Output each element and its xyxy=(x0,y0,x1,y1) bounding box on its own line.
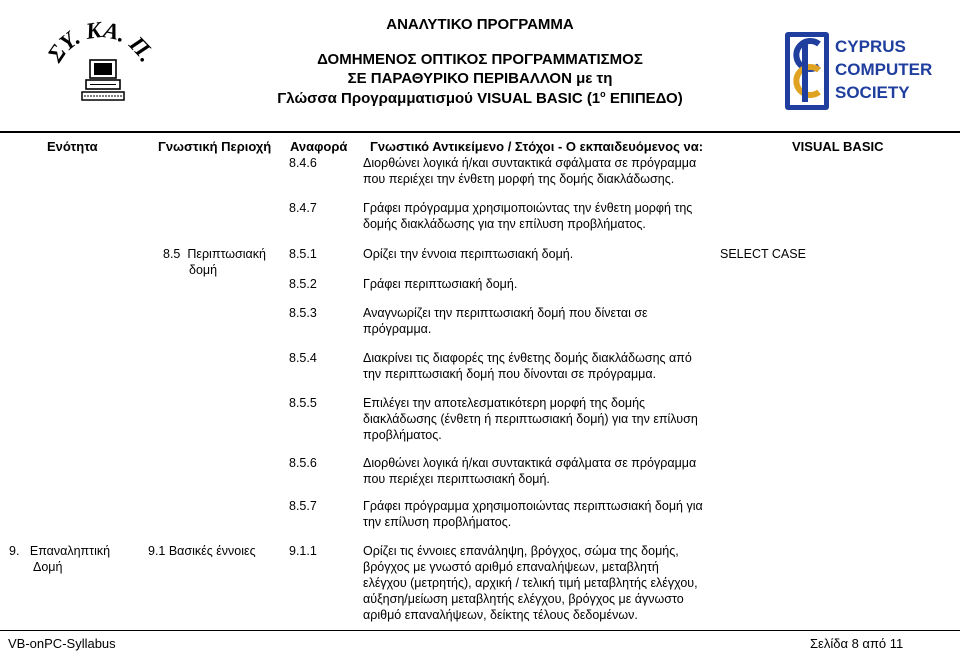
header-line4-sup: ο xyxy=(600,89,606,99)
area-9-1: 9.1 Βασικές έννοιες xyxy=(148,544,256,558)
header-line3: ΣΕ ΠΑΡΑΘΥΡΙΚΟ ΠΕΡΙΒΑΛΛΟΝ με τη xyxy=(347,70,613,87)
col-objective: Γνωστικό Αντικείμενο / Στόχοι - Ο εκπαιδευόμενος να: xyxy=(370,139,704,154)
ref-8-5-7: 8.5.7 xyxy=(289,499,317,513)
unit-9-num: 9. xyxy=(9,544,20,558)
unit-9-label: Επαναληπτική xyxy=(29,544,111,558)
objective-line: διακλάδωσης (ένθετη ή περιπτωσιακή δομή) για την επίλυση xyxy=(363,412,698,426)
objective-8-5-7 xyxy=(363,498,703,530)
ref-9-1-1: 9.1.1 xyxy=(289,544,317,558)
objective-line: Ορίζει τις έννοιες επανάληψη, βρόγχος, σώμα της δομής, xyxy=(363,544,679,558)
objective-line: πρόγραμμα. xyxy=(363,322,432,336)
objective-line: Γράφει πρόγραμμα χρησιμοποιώντας την ένθετη μορφή της xyxy=(363,201,693,215)
header-line4-main: Γλώσσα Προγραμματισμού VISUAL BASIC (1 xyxy=(277,90,601,107)
objective-line: αριθμό επαναλήψεων, δείκτης τέλους δεδομένων. xyxy=(363,608,638,622)
vb-select-case: SELECT CASE xyxy=(720,247,806,261)
objective-8-5-5 xyxy=(363,395,698,443)
ref-8-5-2: 8.5.2 xyxy=(289,277,317,291)
col-vb: VISUAL BASIC xyxy=(792,139,884,154)
objective-line: ελέγχου (μετρητής), αρχική / τελική τιμή μεταβλητής ελέγχου, xyxy=(363,576,698,590)
unit-9-label-line2: Δομή xyxy=(33,560,63,574)
objective-8-4-7 xyxy=(363,200,692,232)
footer-left: VB-onPC-Syllabus xyxy=(8,636,116,651)
objective-line: δομής διακλάδωσης για την επίλυση προβλήματος. xyxy=(363,217,646,231)
ref-8-5-4: 8.5.4 xyxy=(289,351,317,365)
objective-8-5-1: Ορίζει την έννοια περιπτωσιακή δομή. xyxy=(363,247,574,261)
area-8-5-num: 8.5 xyxy=(163,247,181,261)
header-line2: ΔΟΜΗΜΕΝΟΣ ΟΠΤΙΚΟΣ ΠΡΟΓΡΑΜΜΑΤΙΣΜΟΣ xyxy=(317,51,643,68)
objective-8-5-3 xyxy=(363,305,648,337)
col-ref: Αναφορά xyxy=(290,139,348,154)
objective-line: που περιέχει την ένθετη μορφή της δομής διακλάδωσης. xyxy=(363,172,675,186)
ref-8-5-5: 8.5.5 xyxy=(289,396,317,410)
objective-line: Γράφει πρόγραμμα χρησιμοποιώντας περιπτωσιακή δομή για xyxy=(363,499,703,513)
objective-line: την επίλυση προβλήματος. xyxy=(363,515,512,529)
objective-line: Διακρίνει τις διαφορές της ένθετης δομής διακλάδωσης από xyxy=(363,351,692,365)
col-unit: Ενότητα xyxy=(47,139,98,154)
header-line4-end: ΕΠΙΠΕΔΟ) xyxy=(605,90,683,107)
footer-page: Σελίδα 8 από 11 xyxy=(810,636,904,651)
objective-line: βρόγχος με γνωστό αριθμό επαναλήψεων, μεταβλητή xyxy=(363,560,659,574)
area-8-5-label-line2: δομή xyxy=(189,263,218,277)
ccs-line1: CYPRUS xyxy=(835,37,906,56)
col-area: Γνωστική Περιοχή xyxy=(158,139,272,154)
ccs-line3: SOCIETY xyxy=(835,83,910,102)
ref-8-5-1: 8.5.1 xyxy=(289,247,317,261)
objective-line: Επιλέγει την αποτελεσματικότερη μορφή της δομής xyxy=(363,396,646,410)
objective-8-5-4 xyxy=(363,350,692,382)
header-rule xyxy=(0,131,960,133)
objective-8-4-6 xyxy=(363,155,696,187)
objective-line: Διορθώνει λογικά ή/και συντακτικά σφάλματα σε πρόγραμμα xyxy=(363,156,697,170)
ref-8-5-6: 8.5.6 xyxy=(289,456,317,470)
area-8-5-label: Περιπτωσιακή xyxy=(187,247,266,261)
objective-9-1-1 xyxy=(363,543,698,623)
header-line4 xyxy=(200,89,760,107)
area-8-5 xyxy=(163,246,266,262)
objective-line: Διορθώνει λογικά ή/και συντακτικά σφάλματα σε πρόγραμμα xyxy=(363,456,697,470)
objective-line: προβλήματος. xyxy=(363,428,442,442)
objective-line: που περιέχει περιπτωσιακή δομή. xyxy=(363,472,550,486)
ref-8-5-3: 8.5.3 xyxy=(289,306,317,320)
ref-8-4-7: 8.4.7 xyxy=(289,201,317,215)
objective-line: αύξηση/μείωση μεταβλητής ελέγχου, βρόγχος με άγνωστο xyxy=(363,592,684,606)
ccs-logo xyxy=(785,30,955,112)
ref-8-4-6: 8.4.6 xyxy=(289,156,317,170)
unit-9 xyxy=(9,543,110,559)
objective-8-5-2: Γράφει περιπτωσιακή δομή. xyxy=(363,277,518,291)
svg-text:ΣΥ. ΚΑ. Π.: ΣΥ. ΚΑ. Π. xyxy=(42,17,160,67)
objective-8-5-6 xyxy=(363,455,696,487)
objective-line: Αναγνωρίζει την περιπτωσιακή δομή που δίνεται σε xyxy=(363,306,648,320)
syka-seal-icon xyxy=(42,8,160,118)
syka-logo xyxy=(42,8,160,118)
footer-rule xyxy=(0,630,960,631)
objective-line: την περιπτωσιακή δομή που δίνονται σε πρόγραμμα. xyxy=(363,367,657,381)
ccs-line2: COMPUTER xyxy=(835,60,933,79)
header-line1: ΑΝΑΛΥΤΙΚΟ ΠΡΟΓΡΑΜΜΑ xyxy=(386,16,574,33)
